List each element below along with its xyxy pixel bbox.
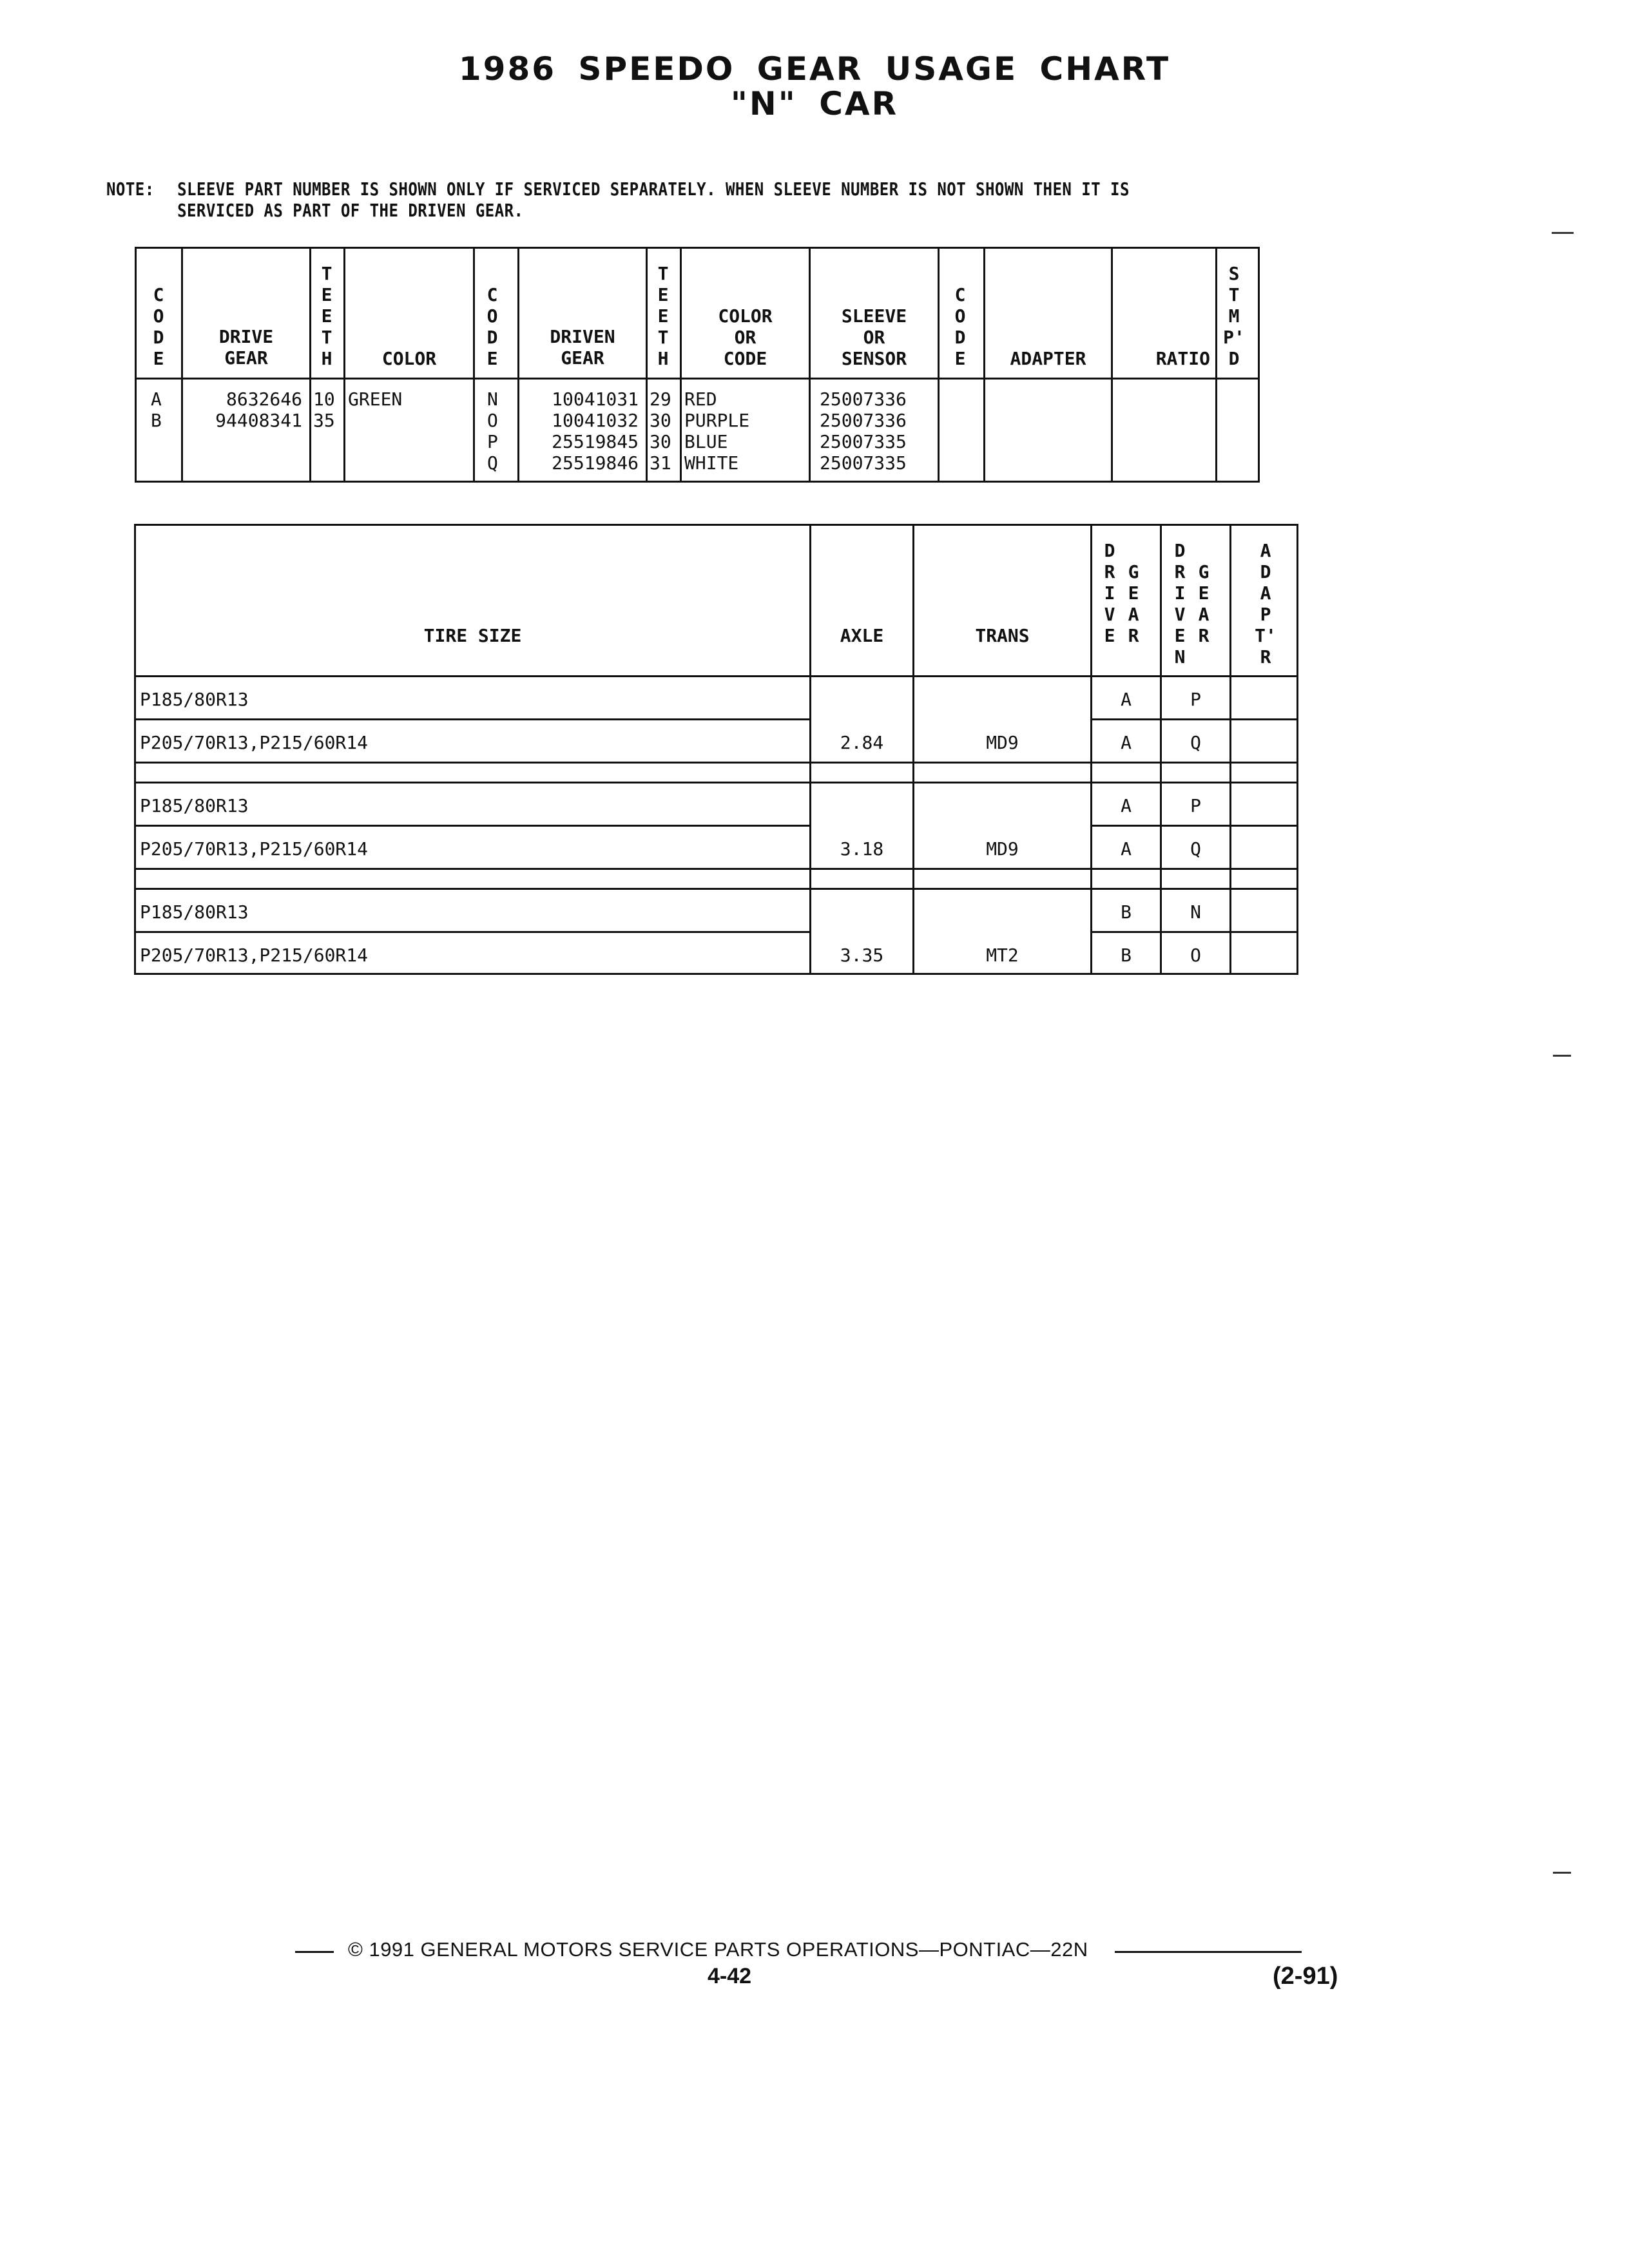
header-drive-gear: DRIVE GEAR xyxy=(218,326,274,369)
copyright-line: © 1991 GENERAL MOTORS SERVICE PARTS OPERATIONS—PONTIAC—22N xyxy=(348,1938,1088,1961)
driven-color: BLUE xyxy=(684,431,728,452)
drive-gear-code: A xyxy=(1121,689,1132,710)
drive-gear-code: B xyxy=(1121,945,1132,966)
tire-size: P205/70R13,P215/60R14 xyxy=(140,732,369,753)
tire-size: P185/80R13 xyxy=(140,689,249,710)
driven-gear-number: 25519846 xyxy=(552,452,639,474)
header-drive-gear-col1: D R I V E xyxy=(1104,540,1115,646)
margin-mark xyxy=(1553,1872,1571,1874)
header-axle: AXLE xyxy=(840,625,884,646)
driven-color: WHITE xyxy=(684,452,739,474)
drive-color: GREEN xyxy=(348,389,403,410)
driven-teeth: 31 xyxy=(650,452,671,474)
driven-gear-number: 25519845 xyxy=(552,431,639,452)
driven-color: PURPLE xyxy=(684,410,750,431)
drive-gear-code: B xyxy=(1121,901,1132,923)
note-line-1: SLEEVE PART NUMBER IS SHOWN ONLY IF SERVICED SEPARATELY. WHEN SLEEVE NUMBER IS NOT SHOWN THEN IT IS xyxy=(177,178,1130,200)
sleeve-number: 25007336 xyxy=(820,389,907,410)
drive-gear-code: A xyxy=(1121,795,1132,816)
driven-gear-number: 10041032 xyxy=(552,410,639,431)
header-driven-gear-col1: D R I V E N xyxy=(1174,540,1186,668)
driven-gear-code: O xyxy=(1190,945,1201,966)
trans-code: MD9 xyxy=(986,838,1019,860)
drive-teeth: 10 xyxy=(313,389,335,410)
footer-rule xyxy=(1115,1951,1302,1953)
header-driven-gear-col2: G E A R xyxy=(1198,561,1210,646)
axle-ratio: 3.18 xyxy=(840,838,884,860)
sleeve-number: 25007335 xyxy=(820,431,907,452)
note-line-2: SERVICED AS PART OF THE DRIVEN GEAR. xyxy=(177,200,524,221)
axle-ratio: 2.84 xyxy=(840,732,884,753)
footer-rule xyxy=(295,1951,334,1953)
header-code-1: C O D E xyxy=(153,284,164,369)
revision-date: (2-91) xyxy=(1273,1963,1338,1990)
drive-gear-number: 8632646 xyxy=(226,389,302,410)
tire-size: P185/80R13 xyxy=(140,795,249,816)
header-teeth-2: T E E T H xyxy=(657,263,669,369)
driven-code: Q xyxy=(487,452,498,474)
sleeve-number: 25007336 xyxy=(820,410,907,431)
header-code-2: C O D E xyxy=(487,284,498,369)
trans-code: MD9 xyxy=(986,732,1019,753)
driven-gear-code: Q xyxy=(1190,732,1201,753)
driven-teeth: 30 xyxy=(650,410,671,431)
drive-gear-code: A xyxy=(1121,732,1132,753)
header-adapter: ADAPTER xyxy=(1010,348,1086,369)
header-code-3: C O D E xyxy=(954,284,966,369)
header-tire-size: TIRE SIZE xyxy=(423,625,522,646)
drive-gear-number: 94408341 xyxy=(215,410,302,431)
header-teeth-1: T E E T H xyxy=(321,263,333,369)
note-label: NOTE: xyxy=(106,178,155,200)
sleeve-number: 25007335 xyxy=(820,452,907,474)
header-ratio: RATIO xyxy=(1155,348,1210,369)
usage-table xyxy=(134,524,1298,975)
header-trans: TRANS xyxy=(975,625,1030,646)
tire-size: P205/70R13,P215/60R14 xyxy=(140,838,369,860)
driven-gear-code: P xyxy=(1190,795,1201,816)
page-subtitle: "N" CAR xyxy=(730,85,899,122)
driven-teeth: 30 xyxy=(650,431,671,452)
page-title: 1986 SPEEDO GEAR USAGE CHART xyxy=(458,50,1171,88)
header-driven-gear: DRIVEN GEAR xyxy=(550,326,615,369)
header-stmpd: S T M P' D xyxy=(1223,263,1245,369)
driven-code: P xyxy=(487,431,498,452)
header-color: COLOR xyxy=(381,348,437,369)
driven-gear-number: 10041031 xyxy=(552,389,639,410)
trans-code: MT2 xyxy=(986,945,1019,966)
driven-code: O xyxy=(487,410,498,431)
driven-color: RED xyxy=(684,389,717,410)
axle-ratio: 3.35 xyxy=(840,945,884,966)
driven-gear-code: Q xyxy=(1190,838,1201,860)
drive-code: A xyxy=(151,389,162,410)
margin-mark xyxy=(1552,232,1574,234)
driven-teeth: 29 xyxy=(650,389,671,410)
note-text xyxy=(177,178,1341,221)
drive-teeth: 35 xyxy=(313,410,335,431)
drive-code: B xyxy=(151,410,162,431)
gear-table xyxy=(135,247,1260,483)
header-drive-gear-col2: G E A R xyxy=(1128,561,1139,646)
driven-code: N xyxy=(487,389,498,410)
header-adaptr: A D A P T' R xyxy=(1255,540,1277,668)
tire-size: P185/80R13 xyxy=(140,901,249,923)
page-number: 4-42 xyxy=(708,1964,752,1988)
drive-gear-code: A xyxy=(1121,838,1132,860)
tire-size: P205/70R13,P215/60R14 xyxy=(140,945,369,966)
header-color-or-code: COLOR OR CODE xyxy=(718,305,773,369)
driven-gear-code: P xyxy=(1190,689,1201,710)
driven-gear-code: N xyxy=(1190,901,1201,923)
margin-mark xyxy=(1553,1055,1571,1057)
header-sleeve-or-sensor: SLEEVE OR SENSOR xyxy=(841,305,907,369)
